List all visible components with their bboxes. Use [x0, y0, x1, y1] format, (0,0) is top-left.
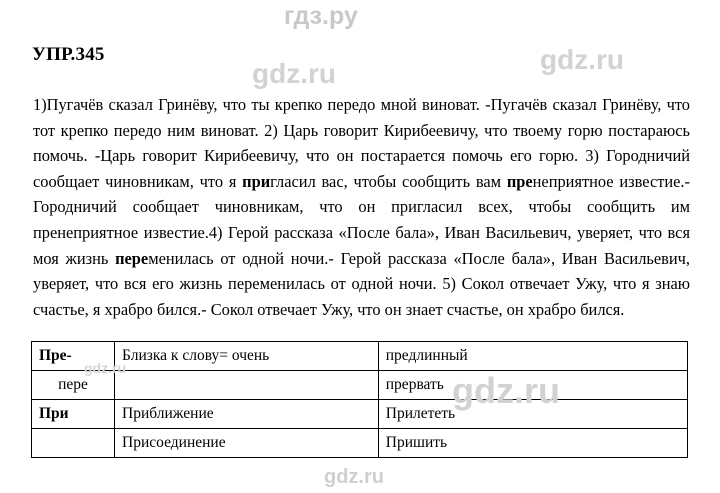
table-row [32, 429, 688, 458]
table-cell-example: Пришить [378, 429, 687, 458]
table-row [32, 371, 688, 400]
prefix-table [31, 341, 688, 458]
watermark-left: gdz.ru [252, 58, 336, 89]
table-cell-prefix: Пре- [32, 342, 115, 371]
text-run: менилась от одной ночи.- Герой рассказа «После бала», Иван Васильевич, уверяет, что вся его жизнь переменилась от одной ночи. 5) Сокол отвечает Ужу, что я знаю счастье, я храбро бился.- Сокол отвечает Ужу, что он знает счастье, он храбро бился. [33, 248, 690, 319]
table-cell-prefix: пере [32, 371, 115, 400]
watermark-top: гдз.ру [284, 2, 358, 30]
watermark-big: gdz.ru [452, 370, 560, 411]
table-cell-prefix [32, 429, 115, 458]
table-cell-meaning: Присоединение [115, 429, 379, 458]
table-row [32, 400, 688, 429]
table-cell-prefix: При [32, 400, 115, 429]
table-cell-example: предлинный [378, 342, 687, 371]
bold-run: пере [115, 248, 149, 268]
watermark-right: gdz.ru [540, 44, 624, 75]
table-cell-meaning [115, 371, 379, 400]
table-cell-example: прервать [378, 371, 687, 400]
table-cell-meaning: Близка к слову= очень [115, 342, 379, 371]
text-run: неприятное известие.- Городничий сообщает чиновникам, что он пригласил всех, чтобы сообщить им пренеприятное известие.4) Герой рассказа «После бала», Иван Васильевич, уверяет, что вся моя жизнь [33, 171, 690, 268]
text-run: 1)Пугачёв сказал Гринёву, что ты крепко передо мной виноват. -Пугачёв сказал Гринёву, что тот крепко передо ним виноват. 2) Царь говорит Кирибеевичу, что твоему горю постараюсь помочь. -Царь говорит Кирибеевичу, что он постарается помочь его горю. 3) Городничий сообщает чиновникам, что я [33, 95, 690, 191]
table-cell-example: Прилететь [378, 400, 687, 429]
watermark-small: gdz.ru [84, 360, 126, 376]
exercise-body [33, 92, 690, 322]
table-cell-meaning: Приближение [115, 400, 379, 429]
watermark-bottom: gdz.ru [324, 466, 384, 488]
prefix-table-body [32, 342, 688, 458]
exercise-title: УПР.345 [32, 44, 105, 65]
text-run: гласил вас, чтобы сообщить вам [270, 171, 507, 191]
bold-run: при [242, 171, 271, 191]
bold-run: пре [506, 171, 533, 191]
table-row [32, 342, 688, 371]
